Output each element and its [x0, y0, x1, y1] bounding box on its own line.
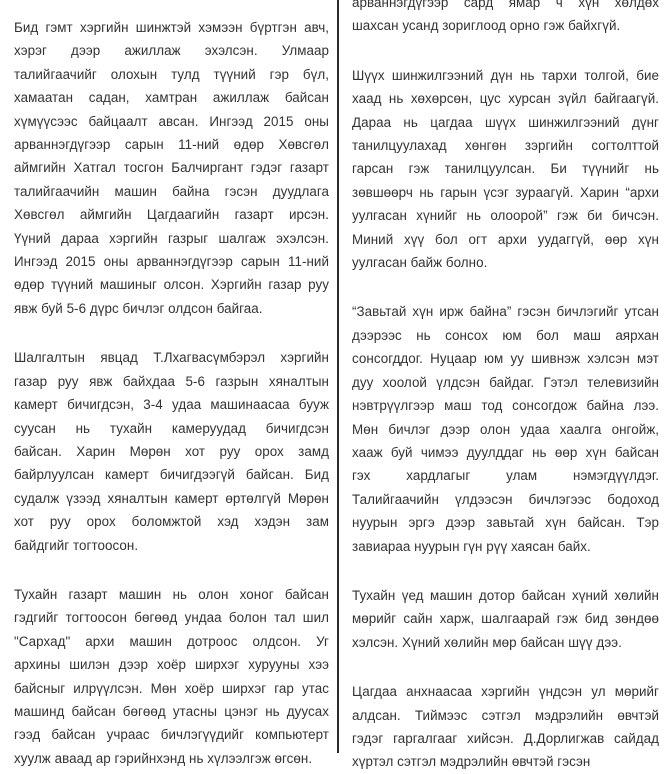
paragraph-line: камерт бичигдсэн, 3-4 удаа машинаасаа бууж	[14, 397, 329, 413]
article-paragraph	[352, 0, 659, 38]
paragraph-line: уулгасан байж болно.	[352, 255, 488, 271]
paragraph-line: арваннэгдүгээр сарын 11-ний өдөр Хөвсгөл	[14, 137, 329, 153]
article-paragraph	[352, 584, 659, 654]
paragraph-line: мөрийг сайн харж, шалгаарай гэж бид зөндөө	[352, 611, 659, 627]
paragraph-line: Шалгалтын явцад Т.Лхагвасүмбэрэл хэргийн	[14, 350, 329, 366]
paragraph-line: дуу хоолой үлдсэн байдаг. Гэтэл телевизийн	[352, 374, 659, 390]
article-paragraph	[14, 16, 329, 320]
paragraph-line: байдгийг тогтоосон.	[14, 537, 139, 553]
paragraph-line: Талийгаачийн үлдээсэн бичлэгээс бодоход	[352, 491, 659, 507]
paragraph-line: өдөр түүний машиныг олсон. Хэргийн газар руу	[14, 277, 329, 293]
paragraph-line: байсныг илрүүлсэн. Мөн хоёр ширхэг гар утас	[14, 680, 329, 696]
paragraph-line: сонсогддог. Нуцаар юм уу шивнэж хэлсэн мэт	[352, 351, 659, 367]
paragraph-line: Тухайн үед машин дотор байсан хүний хөлийн	[352, 587, 659, 603]
paragraph-line: Шүүх шинжилгээний дүн нь тархи толгой, бие	[352, 67, 659, 83]
paragraph-line: байрлуулсан камерт бичигдээгүй байсан. Бид	[14, 467, 329, 483]
paragraph-line: зөвшөөрч нь гарын үсэг зураагүй. Харин “архи	[352, 184, 659, 200]
paragraph-line: архины шилэн дээр хоёр ширхэг хурууны хээ	[14, 657, 329, 673]
paragraph-line: Дараа нь цагдаа шүүх шинжилгээний дүнг	[352, 114, 659, 130]
article-paragraph	[352, 64, 659, 275]
paragraph-line: арваннэгдүгээр сард ямар ч хүн хөлдөх	[352, 0, 659, 10]
paragraph-line: хааж буй чимээ дуулддаг нь өөр хүн байсан	[352, 444, 659, 460]
paragraph-line: завиараа нуурын гүн рүү хаясан байх.	[352, 538, 591, 554]
article-paragraph	[352, 300, 659, 557]
paragraph-line: Тухайн газарт машин нь олон хоног байсан	[14, 586, 329, 602]
article-column-left	[14, 0, 329, 766]
paragraph-line: талийгаачийн машин байна гэсэн дуудлага	[14, 183, 329, 199]
paragraph-line: Бид гэмт хэргийн шинжтэй хэмээн бүртгэн авч,	[14, 20, 329, 35]
paragraph-line: Ингээд 2015 оны арваннэгдүгээр сарын 11-ний	[14, 254, 329, 270]
paragraph-line: машинд байсан бөгөөд утасны цэнэг нь дуусах	[14, 703, 329, 719]
column-divider	[337, 0, 339, 753]
paragraph-line: гэдэг гаргалгааг хийсэн. Д.Дорлигжав сайдад	[352, 730, 659, 746]
paragraph-line: гарсан гэж танилцуулсан. Би түүнийг нь	[352, 161, 659, 177]
paragraph-line: нуурын эргэ дээр завьтай хүн байсан. Тэр	[352, 515, 659, 531]
paragraph-line: судалж үзээд хяналтын камерт өртөлгүй Мөрөн	[14, 490, 329, 506]
paragraph-line: хуулж аваад ар гэрийнхэнд нь хүлээлгэж өгсөн.	[14, 750, 313, 766]
paragraph-line: хот руу орох боломжтой хэд хэдэн зам	[14, 514, 329, 530]
paragraph-line: Хөвсгөл аймгийн Цагдаагийн газарт ирсэн.	[14, 207, 329, 223]
paragraph-line: гээд байсан учраас бичлэгүүдийг компьютерт	[14, 727, 329, 743]
paragraph-line: алдсан. Тиймээс сэтгэл мэдрэлийн өвчтэй	[352, 707, 659, 723]
paragraph-line: “Завьтай хүн ирж байна” гэсэн бичлэгийг утсан	[352, 304, 659, 320]
paragraph-line: уулгасан хүнийг нь олоорой” гэж би бичсэн.	[352, 208, 659, 224]
paragraph-line: Миний хүү бол огт архи уудаггүй, өөр хүн	[352, 231, 659, 247]
paragraph-line: хэлсэн. Хүний хөлийн мөр байсан шүү дээ.	[352, 634, 622, 650]
paragraph-line: хэрэг дээр ажиллаж эхэлсэн. Улмаар	[14, 43, 329, 59]
paragraph-line: хүмүүсээс байцаалт авсан. Ингээд 2015 оны	[14, 113, 329, 129]
paragraph-line: суусан нь тухайн камеруудад бичигдсэн	[14, 420, 329, 436]
paragraph-line: танилцуулахад хөнгөн зэргийн согтолттой	[352, 138, 659, 154]
paragraph-line: аймгийн Хатгал тосгон Балчиргант гэдэг газарт	[14, 160, 329, 176]
paragraph-line: "Сархад" архи машин дотроос олдсон. Уг	[14, 633, 329, 649]
paragraph-line: гэдгийг тогтоосон бөгөөд ундаа болон тал шил	[14, 610, 329, 626]
paragraph-line: дээрээс нь сонсох юм бол маш аярхан	[352, 327, 659, 343]
paragraph-line: байсан. Харин Мөрөн хот руу орох замд	[14, 443, 329, 459]
paragraph-line: Мөн бичлэг дээр олон удаа хаалга онгойж,	[352, 421, 659, 437]
article-column-right	[352, 0, 659, 770]
paragraph-line: хамаатан садан, хамтран ажиллаж байсан	[14, 90, 329, 106]
paragraph-line: нэвтрүүлгээр маш тод сонсогдож байна лээ.	[352, 398, 659, 414]
paragraph-line: газар руу явж байхдаа 5-6 газрын хяналтын	[14, 373, 329, 389]
paragraph-line: талийгаачийг олохын тулд түүний гэр бүл,	[14, 66, 329, 82]
paragraph-line: хүртэл сэтгэл мэдрэлийн өвчтэй гэсэн	[352, 754, 591, 770]
paragraph-line: хаад нь хөхөрсөн, цус хурсан зүйл байгаагүй.	[352, 91, 659, 107]
paragraph-line: явж буй 5-6 дүрс бичлэг олдсон байгаа.	[14, 300, 263, 316]
article-paragraph	[14, 346, 329, 557]
paragraph-line: Цагдаа анхнаасаа хэргийн үндсэн ул мөрийг	[352, 684, 659, 700]
paragraph-line: шахсан усанд зориглоод орно гэж байхгүй.	[352, 18, 621, 34]
article-paragraph	[352, 680, 659, 774]
paragraph-line: Үүний дараа хэргийн газрыг шалгаж эхэлсэн.	[14, 230, 329, 246]
article-paragraph	[14, 583, 329, 770]
paragraph-line: гэх хардлагыг улам нэмэгдүүлдэг.	[352, 468, 659, 484]
